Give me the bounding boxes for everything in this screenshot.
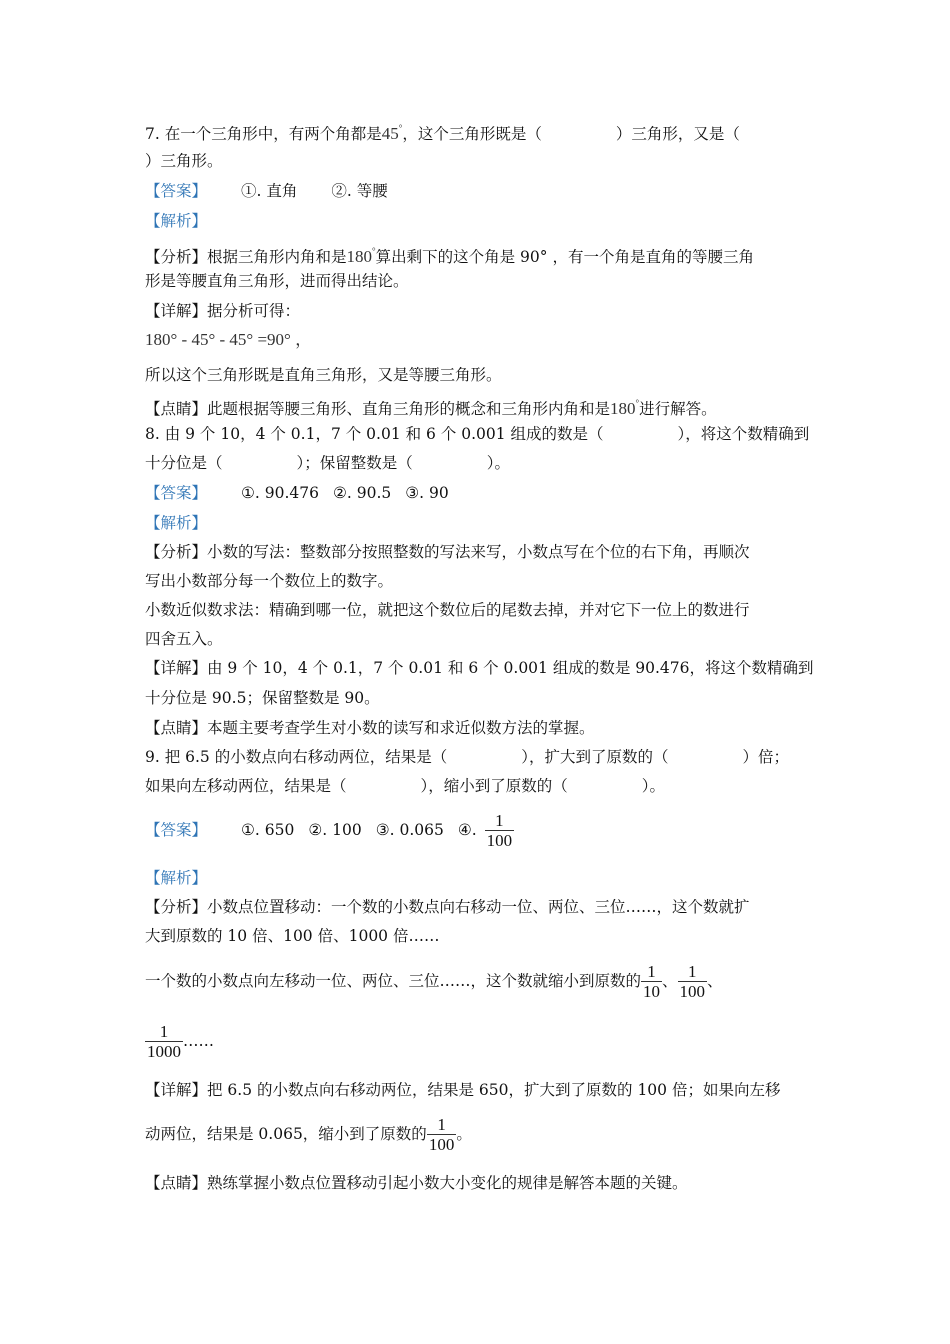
- q7-xiangjie: 【详解】据分析可得：: [145, 302, 301, 320]
- fraction-1-1000: $\frac{1}{1000}$: [147, 1022, 181, 1061]
- q8-analysis-tag: 【解析】: [145, 514, 208, 532]
- q7-stem-line2: ）三角形。: [145, 152, 223, 170]
- answer-tag: 【答案】: [145, 821, 208, 839]
- q7-analysis-tag: 【解析】: [145, 212, 208, 230]
- fraction-1-100-c: $\frac{1}{100}$: [428, 1115, 455, 1154]
- q9-stem-line2: 如果向左移动两位，结果是（ ），缩小到了原数的（ ）。: [145, 777, 666, 795]
- q7-stem-text: 7. 在一个三角形中，有两个角都是: [145, 125, 382, 143]
- q8-dianjing: 【点睛】本题主要考查学生对小数的读写和求近似数方法的掌握。: [145, 719, 595, 737]
- angle-180: 180°: [346, 246, 376, 266]
- q9-xiangjie-line1: 【详解】把 6.5 的小数点向右移动两位，结果是 650，扩大到了原数的 100 倍；如果向左移: [145, 1081, 781, 1099]
- q7-fenxi-line2: 形是等腰直角三角形，进而得出结论。: [145, 272, 409, 290]
- q8-fenxi-line3: 小数近似数求法：精确到哪一位，就把这个数位后的尾数去掉，并对它下一位上的数进行: [145, 601, 750, 619]
- q8-xiangjie-line1: 【详解】由 9 个 10，4 个 0.1，7 个 0.01 和 6 个 0.001 组成的数是 90.476，将这个数精确到: [145, 659, 814, 677]
- answer-tag: 【答案】: [145, 182, 208, 200]
- answer-tag: 【答案】: [145, 484, 208, 502]
- q9-fenxi-line4: $\frac{1}{1000}$ ……: [147, 1022, 214, 1061]
- q9-dianjing: 【点睛】熟练掌握小数点位置移动引起小数大小变化的规律是解答本题的关键。: [145, 1174, 688, 1192]
- q7-conclusion: 所以这个三角形既是直角三角形，又是等腰三角形。: [145, 366, 502, 384]
- q7-answer-2: ②. 等腰: [331, 182, 388, 200]
- fraction-1-100-b: $\frac{1}{100}$: [679, 962, 706, 1001]
- q9-answer: 【答案】 ①. 650 ②. 100 ③. 0.065 ④. $\frac{1}{100}$: [145, 811, 513, 850]
- q7-fenxi-line1: 【分析】根据三角形内角和是180°算出剩下的这个角是 90° ，有一个角是直角的等腰三角: [145, 246, 754, 266]
- q7-calculation: 180° - 45° - 45° =90° ，: [145, 330, 313, 349]
- q9-fenxi-line2: 大到原数的 10 倍、100 倍、1000 倍……: [145, 927, 440, 945]
- q9-fenxi-line3: 一个数的小数点向左移动一位、两位、三位……，这个数就缩小到原数的 $\frac{1}{10}$ 、 $\frac{1}{100}$ 、: [145, 962, 723, 1001]
- q9-xiangjie-line2: 动两位，结果是 0.065，缩小到了原数的 $\frac{1}{100}$ 。: [145, 1115, 472, 1154]
- q7-answer: [145, 180, 388, 202]
- q7-stem-line1: [145, 117, 740, 145]
- q7-stem-text-b: ，这个三角形既是（: [402, 125, 542, 143]
- q8-fenxi-line4: 四舍五入。: [145, 630, 223, 648]
- q9-stem-line1: 9. 把 6.5 的小数点向右移动两位，结果是（ ），扩大到了原数的（ ）倍；: [145, 748, 790, 766]
- angle-180-b: 180°: [610, 398, 640, 418]
- q7-answer-1: ①. 直角: [241, 182, 298, 200]
- q8-answer: 【答案】 ①. 90.476 ②. 90.5 ③. 90: [145, 484, 449, 502]
- q8-fenxi-line1: 【分析】小数的写法：整数部分按照整数的写法来写，小数点写在个位的右下角，再顺次: [145, 543, 750, 561]
- q7-dianjing: 【点睛】此题根据等腰三角形、直角三角形的概念和三角形内角和是180°进行解答。: [145, 398, 717, 418]
- fraction-1-100: $\frac{1}{100}$: [486, 811, 513, 850]
- fraction-1-10: $\frac{1}{10}$: [643, 962, 661, 1001]
- q8-xiangjie-line2: 十分位是 90.5；保留整数是 90。: [145, 689, 380, 707]
- q9-analysis-tag: 【解析】: [145, 869, 208, 887]
- angle-45: 45°: [381, 123, 403, 143]
- q8-stem-line2: 十分位是（ ）；保留整数是（ ）。: [145, 454, 511, 472]
- q8-fenxi-line2: 写出小数部分每一个数位上的数字。: [145, 572, 394, 590]
- q7-stem-text-c: ）三角形，又是（: [615, 125, 740, 143]
- q9-fenxi-line1: 【分析】小数点位置移动：一个数的小数点向右移动一位、两位、三位……，这个数就扩: [145, 898, 750, 916]
- q8-stem-line1: 8. 由 9 个 10，4 个 0.1，7 个 0.01 和 6 个 0.001 组成的数是（ ），将这个数精确到: [145, 425, 810, 443]
